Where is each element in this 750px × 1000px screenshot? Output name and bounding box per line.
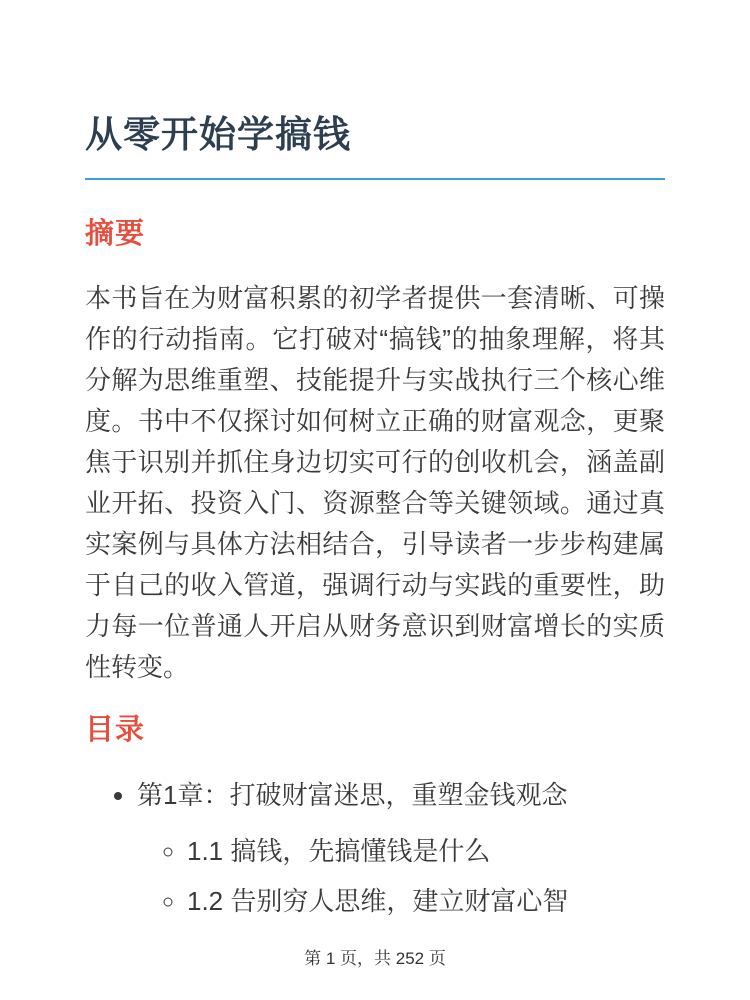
toc-list	[85, 779, 665, 919]
abstract-paragraph: 本书旨在为财富积累的初学者提供一套清晰、可操作的行动指南。它打破对“搞钱”的抽象理解，将其分解为思维重塑、技能提升与实战执行三个核心维度。书中不仅探讨如何树立正确的财富观念，更聚焦于识别并抓住身边切实可行的创收机会，涵盖副业开拓、投资入门、资源整合等关键领域。通过真实案例与具体方法相结合，引导读者一步步构建属于自己的收入管道，强调行动与实践的重要性，助力每一位普通人开启从财务意识到财富增长的实质性转变。	[85, 283, 665, 683]
toc-subitem	[187, 835, 665, 869]
toc-heading: 目录	[85, 714, 146, 747]
page-footer	[0, 944, 750, 969]
toc-chapter	[137, 779, 665, 919]
page-title: 从零开始学搞钱	[85, 114, 351, 155]
page-indicator: 第 1 页，共 252 页	[304, 949, 446, 968]
toc-sublist	[137, 835, 665, 920]
toc-subitem-label: 1.2 告别穷人思维，建立财富心智	[187, 886, 569, 917]
toc-chapter-label: 第1章：打破财富迷思，重塑金钱观念	[137, 779, 568, 810]
title-divider	[85, 178, 665, 180]
toc-subitem-label: 1.1 搞钱，先搞懂钱是什么	[187, 835, 491, 866]
abstract-heading: 摘要	[85, 218, 146, 251]
toc-subitem	[187, 885, 665, 919]
